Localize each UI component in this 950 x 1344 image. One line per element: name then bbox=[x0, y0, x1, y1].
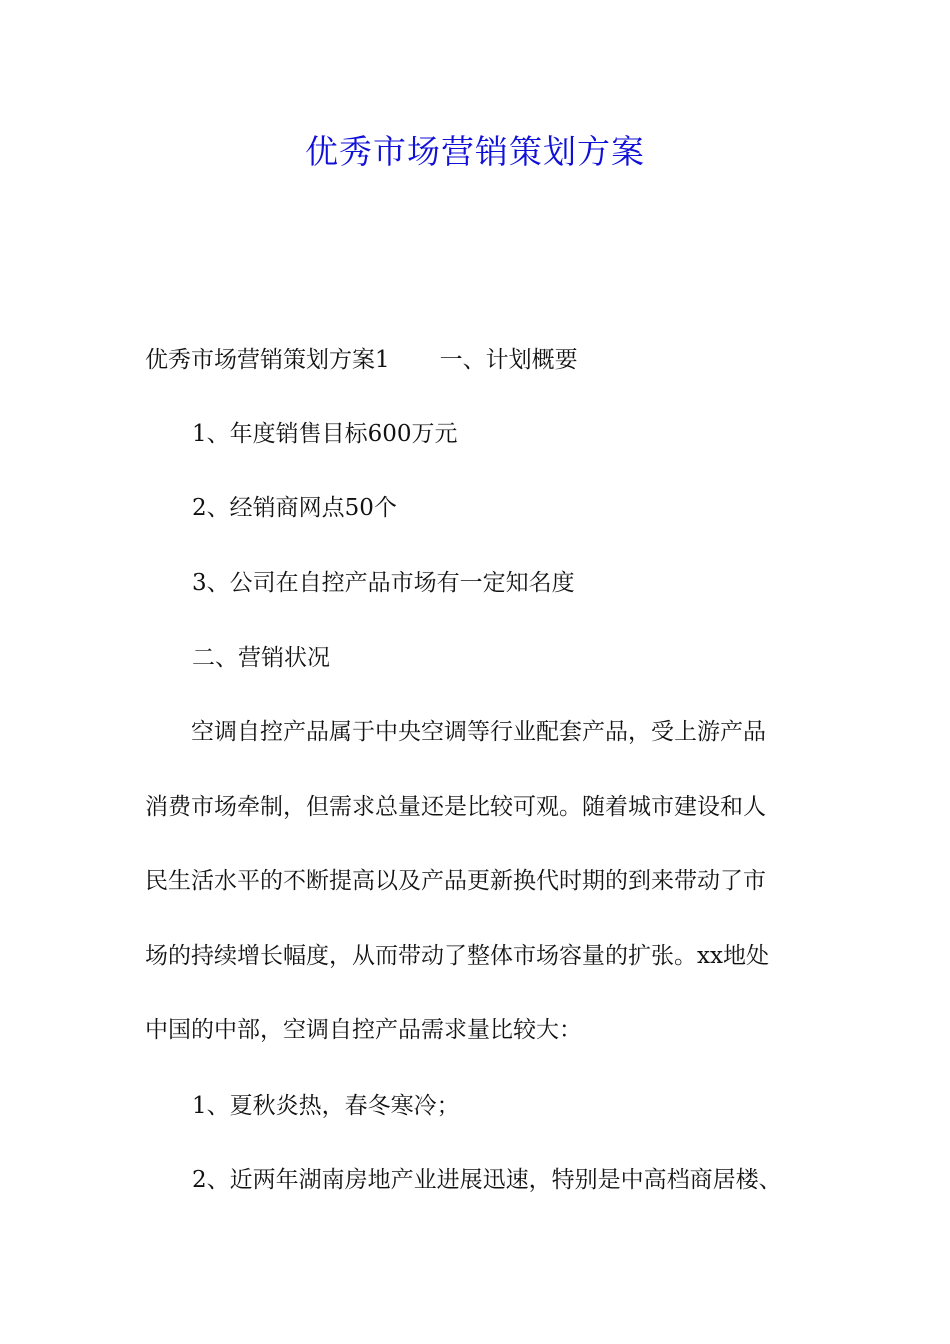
section-one-heading: 一、计划概要 bbox=[439, 347, 578, 373]
body-line: 民生活水平的不断提高以及产品更新换代时期的到来带动了市 bbox=[145, 868, 766, 894]
plan-heading-line bbox=[145, 323, 817, 398]
list-item-sales-target: 1、年度销售目标600万元 bbox=[192, 421, 458, 447]
body-line: 空调自控产品属于中央空调等行业配套产品，受上游产品 bbox=[145, 719, 766, 745]
body-line: 消费市场牵制，但需求总量还是比较可观。随着城市建设和人 bbox=[145, 793, 766, 820]
body-paragraph bbox=[145, 695, 817, 1068]
list-item-dealers: 2、经销商网点50个 bbox=[192, 495, 397, 521]
section-two-heading: 二、营销状况 bbox=[192, 645, 330, 671]
body-line: 场的持续增长幅度，从而带动了整体市场容量的扩张。xx地处 bbox=[145, 942, 769, 969]
list-item-climate: 1、夏秋炎热，春冬寒冷； bbox=[192, 1093, 460, 1119]
list-item-brand-awareness: 3、公司在自控产品市场有一定知名度 bbox=[192, 570, 575, 596]
body-line: 中国的中部，空调自控产品需求量比较大： bbox=[145, 1017, 582, 1043]
document-title: 优秀市场营销策划方案 bbox=[305, 132, 645, 171]
list-item-real-estate: 2、近两年湖南房地产业进展迅速，特别是中高档商居楼、 bbox=[192, 1167, 782, 1193]
plan-heading: 优秀市场营销策划方案1 bbox=[145, 347, 390, 373]
